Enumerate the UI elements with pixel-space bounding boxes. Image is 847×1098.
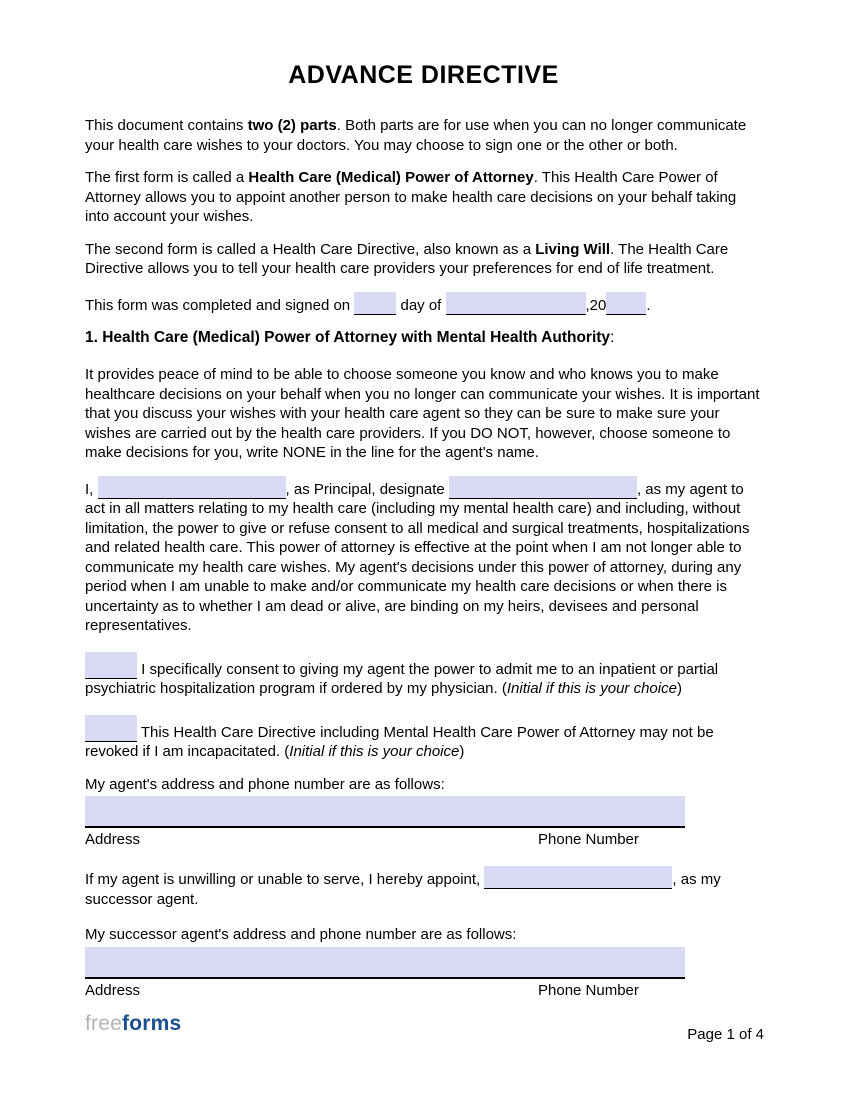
freeforms-logo	[85, 1012, 181, 1036]
agent-contact-intro: My agent's address and phone number are as follows:	[85, 775, 445, 793]
phone-number-label: Phone Number	[538, 981, 639, 999]
text-segment: )	[676, 680, 682, 697]
date-line	[85, 292, 762, 316]
successor-contact-labels	[85, 981, 685, 1001]
no-revoke-consent-paragraph	[85, 715, 762, 762]
agent-address-phone-field[interactable]	[85, 796, 685, 828]
text-segment-bold: two (2) parts	[247, 117, 337, 134]
text-segment-bold: Living Will	[535, 240, 611, 258]
text-segment-bold: Health Care (Medical) Power of Attorney	[248, 169, 534, 186]
principal-name-field[interactable]	[98, 476, 286, 499]
phone-number-label: Phone Number	[538, 831, 639, 848]
text-segment: This document contains	[85, 117, 248, 134]
page-footer	[85, 1012, 764, 1045]
text-segment: (	[284, 743, 290, 760]
successor-agent-name-field[interactable]	[484, 866, 672, 889]
text-segment: ,20	[585, 296, 607, 314]
heading-text: 1. Health Care (Medical) Power of Attorney with Mental Health Authority	[85, 329, 611, 346]
document-title: ADVANCE DIRECTIVE	[288, 61, 559, 89]
text-segment: The first form is called a	[85, 169, 249, 186]
signed-month-field[interactable]	[446, 292, 586, 315]
text-segment: The second form is called a Health Care Directive, also known as a	[85, 240, 536, 258]
signed-year-field[interactable]	[606, 292, 646, 315]
intro-paragraph-1	[85, 116, 762, 155]
text-segment: .	[646, 296, 651, 314]
section-1-intro-paragraph: It provides peace of mind to be able to choose someone you know and who knows you to make healthcare decisions on your behalf when you no longer can communicate your wishes. It is important that you discuss your wishes with your health care agent so they can be sure to make sure your wishes are carried out by the health care providers. If you DO NOT, however, choose someone to make decisions for you, write NONE in the line for the agent's name.	[85, 366, 760, 461]
text-segment: This Health Care Directive including Mental Health Care Power of Attorney may not be revoked if I am incapacitated.	[85, 723, 714, 760]
text-segment: (	[501, 680, 507, 697]
address-label: Address	[85, 981, 141, 999]
no-revoke-initial-field[interactable]	[85, 715, 137, 742]
heading-colon: :	[610, 329, 615, 346]
text-segment: , as my successor agent.	[85, 871, 721, 908]
text-segment: . The Health Care Directive allows you to tell your health care providers your preferences for end of life treatment.	[85, 240, 729, 277]
logo-text-forms: forms	[122, 1012, 182, 1035]
text-segment: )	[459, 743, 465, 760]
text-segment-italic: Initial if this is your choice	[506, 680, 677, 697]
address-label: Address	[85, 831, 141, 848]
text-segment: . Both parts are for use when you can no longer communicate your health care wishes to your doctors. You may choose to sign one or the other or both.	[85, 117, 747, 154]
text-segment-italic: Initial if this is your choice	[289, 743, 460, 760]
page-number: Page 1 of 4	[687, 1026, 764, 1043]
successor-contact-intro: My successor agent's address and phone number are as follows:	[85, 926, 517, 943]
text-segment: day of	[396, 296, 446, 314]
text-segment: This form was completed and signed on	[85, 296, 355, 314]
intro-paragraph-2	[85, 168, 762, 227]
intro-paragraph-3	[85, 240, 762, 279]
text-segment: If my agent is unwilling or unable to serve, I hereby appoint,	[85, 871, 485, 888]
successor-appointment-paragraph	[85, 866, 762, 909]
designation-paragraph	[85, 476, 762, 636]
section-1-heading	[85, 328, 762, 348]
successor-address-phone-field[interactable]	[85, 947, 685, 979]
psychiatric-consent-initial-field[interactable]	[85, 652, 137, 679]
text-segment: , as my agent to act in all matters relating to my health care (including my mental health care) and including, without limitation, the power to give or refuse consent to all medical and surgical treatments, hospitalizations and related health care. This power of attorney is effective at the point when I am not longer able to communicate my health care wishes. My agent's decisions under this power of attorney, during any period when I am unable to make and/or communicate my health care decisions or when there is uncertainty as to whether I am dead or alive, are binding on my heirs, devisees and personal representatives.	[85, 480, 750, 634]
logo-text-free: free	[85, 1012, 122, 1035]
agent-name-field[interactable]	[449, 476, 637, 499]
text-segment: , as Principal, designate	[285, 480, 449, 498]
signed-day-field[interactable]	[354, 292, 396, 315]
text-segment: I specifically consent to giving my agent the power to admit me to an inpatient or partial psychiatric hospitalization program if ordered by my physician.	[85, 660, 719, 697]
agent-contact-labels	[85, 830, 685, 850]
text-segment: . This Health Care Power of Attorney allows you to appoint another person to make health care decisions on your behalf taking into account your wishes.	[85, 169, 737, 225]
text-segment: I,	[85, 480, 98, 498]
psychiatric-consent-paragraph	[85, 652, 762, 699]
